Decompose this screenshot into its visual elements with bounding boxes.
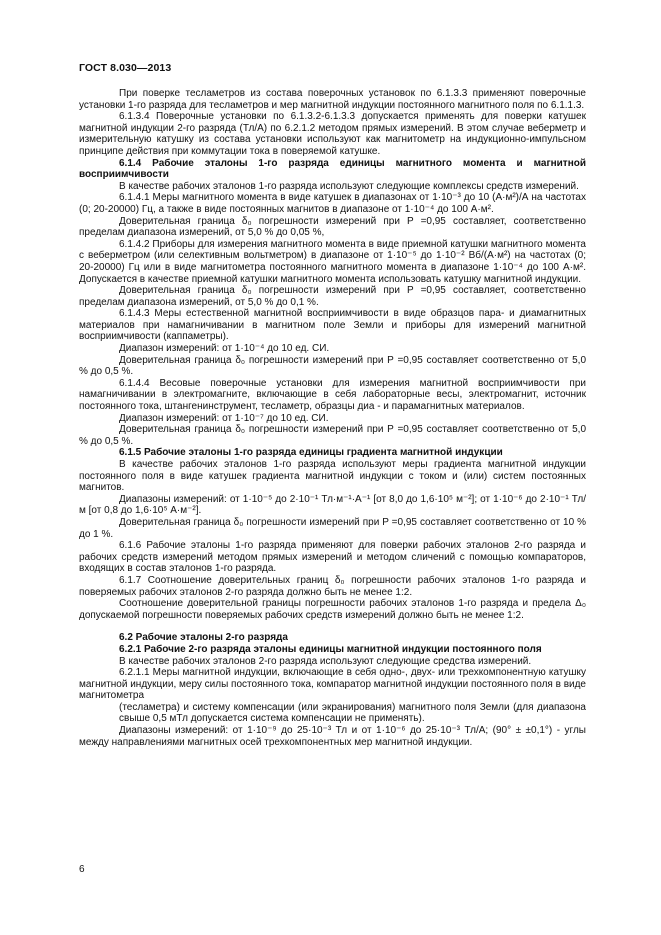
paragraph: Диапазоны измерений: от 1·10⁻⁵ до 2·10⁻¹ Тл·м⁻¹·А⁻¹ [от 8,0 до 1,6·10⁵ м⁻²]; от 1·10⁻⁶ до 2·10⁻¹ Тл/м [от 0,8 до 1,6·10⁵ А·м⁻²].	[79, 493, 586, 517]
paragraph: 6.1.6 Рабочие эталоны 1-го разряда применяют для поверки рабочих эталонов 2-го разряда и рабочих средств измерений методом прямых измерений и методом сличений с помощью компараторов, входящих в состав эталонов 1-го разряда.	[79, 540, 586, 575]
paragraph: (тесламетра) и систему компенсации (или экранирования) магнитного поля Земли (для диапазона свыше 0,5 мТл допускается система компенсации не применять).	[119, 701, 586, 725]
paragraph: Доверительная граница δ₀ погрешности измерений при P =0,95 составляет, соответственно пределам диапазона измерений, от 5,0 % до 0,05 %,	[79, 215, 586, 239]
paragraph: 6.1.3.4 Поверочные установки по 6.1.3.2-6.1.3.3 допускается применять для поверки катушек магнитной индукции 2-го разряда (Тл/А) по 6.2.1.2 методом прямых измерений. В этом случае веберметр и измерительную катушку из состава установки используют как магнитометр на индукционно-импульсном принципе действия при коммутации тока в поверяемой катушке.	[79, 111, 586, 157]
paragraph: В качестве рабочих эталонов 1-го разряда используют меры градиента магнитной индукции постоянного поля в виде катушек градиента магнитной индукции с током и (или) систем постоянных магнитов.	[79, 459, 586, 494]
paragraph-gap	[79, 621, 586, 632]
paragraph: При поверке тесламетров из состава поверочных установок по 6.1.3.3 применяют поверочные установки 1-го разряда для тесламетров и мер магнитной индукции постоянного магнитного поля по 6.1.1.3.	[79, 88, 586, 111]
paragraph: Диапазоны измерений: от 1·10⁻⁹ до 25·10⁻³ Тл и от 1·10⁻⁶ до 25·10⁻³ Тл/А; (90° ± ±0,1°) - углы между направлениями магнитных осей трехкомпонентных мер магнитной индукции.	[79, 725, 586, 748]
paragraph: 6.1.4.1 Меры магнитного момента в виде катушек в диапазонах от 1·10⁻³ до 10 (А·м²)/А на частотах (0; 20-20000) Гц, а также в виде постоянных магнитов в диапазоне от 1·10⁻⁴ до 100 А·м².	[79, 192, 586, 215]
paragraph: В качестве рабочих эталонов 1-го разряда используют следующие комплексы средств измерений.	[119, 180, 579, 192]
section-heading: 6.1.4 Рабочие эталоны 1-го разряда единицы магнитного момента и магнитной восприимчивости	[79, 157, 586, 181]
section-heading: 6.2 Рабочие эталоны 2-го разряда	[119, 632, 288, 644]
paragraph: Диапазон измерений: от 1·10⁻⁷ до 10 ед. СИ.	[119, 412, 329, 424]
paragraph: 6.2.1.1 Меры магнитной индукции, включающие в себя одно-, двух- или трехкомпонентную катушку магнитной индукции, меру силы постоянного тока, компаратор магнитной индукции постоянного поля в виде магнитометра	[79, 667, 586, 702]
document-body	[79, 88, 586, 748]
document-header: ГОСТ 8.030—2013	[79, 62, 172, 74]
page-number: 6	[79, 864, 85, 875]
section-heading: 6.2.1 Рабочие 2-го разряда эталоны единицы магнитной индукции постоянного поля	[119, 643, 542, 655]
paragraph: В качестве рабочих эталонов 2-го разряда используют следующие средства измерений.	[119, 655, 532, 667]
paragraph: Доверительная граница δ₀ погрешности измерений при P =0,95 составляет соответственно от 10 % до 1 %.	[79, 516, 586, 540]
section-heading: 6.1.5 Рабочие эталоны 1-го разряда единицы градиента магнитной индукции	[119, 447, 503, 459]
paragraph: 6.1.7 Соотношение доверительных границ δ₀ погрешности рабочих эталонов 1-го разряда и поверяемых рабочих эталонов 2-го разряда должно быть не менее 1:2.	[79, 574, 586, 598]
paragraph: Диапазон измерений: от 1·10⁻⁴ до 10 ед. СИ.	[119, 343, 330, 355]
paragraph: Доверительная граница δ₀ погрешности измерений при P =0,95 составляет соответственно от 5,0 % до 0,5 %.	[79, 424, 586, 447]
paragraph: 6.1.4.2 Приборы для измерения магнитного момента в виде приемной катушки магнитного момента с веберметром (или селективным вольтметром) в диапазоне от 1·10⁻⁵ до 1·10⁻² Вб/(А·м²) на частотах (0; 20-20000) Гц или в виде магнитометра постоянного магнитного момента в диапазоне 1·10⁻⁴ до 100 А·м². Допускается в качестве приемной катушки магнитного момента использовать катушку магнитной индукции.	[79, 238, 586, 285]
paragraph: 6.1.4.3 Меры естественной магнитной восприимчивости в виде образцов пара- и диамагнитных материалов при намагничивании в магнитном поле Земли и приборы для измерений магнитной восприимчивости (каппаметры).	[79, 308, 586, 343]
paragraph: 6.1.4.4 Весовые поверочные установки для измерения магнитной восприимчивости при намагничивании в электромагните, включающие в себя лабораторные весы, электромагнит, источник постоянного тока, штангенинструмент, тесламетр, образцы диа - и парамагнитных материалов.	[79, 377, 586, 413]
paragraph: Доверительная граница δ₀ погрешности измерений при P =0,95 составляет соответственно от 5,0 % до 0,5 %.	[79, 354, 586, 378]
paragraph: Соотношение доверительной границы погрешности рабочих эталонов 1-го разряда и предела Δ₀ допускаемой погрешности поверяемых рабочих средств измерений должно быть не менее 1:2.	[79, 598, 586, 621]
paragraph: Доверительная граница δ₀ погрешности измерений при P =0,95 составляет, соответственно пределам диапазона измерений, от 5,0 % до 0,1 %.	[79, 285, 586, 308]
